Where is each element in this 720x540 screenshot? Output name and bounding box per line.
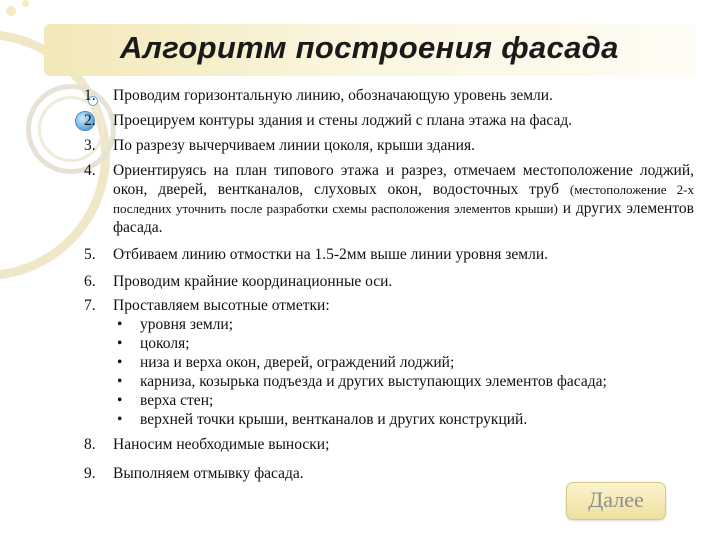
list-item (84, 464, 694, 483)
bullet-glyph: • (117, 335, 123, 352)
bullet-glyph: • (117, 316, 123, 333)
list-item (84, 111, 694, 130)
item-text: Проецируем контуры здания и стены лоджий с плана этажа на фасад. (113, 112, 573, 129)
next-button[interactable]: Далее (566, 482, 666, 520)
item-number: 2. (84, 112, 96, 129)
item-text: Отбиваем линию отмостки на 1.5-2мм выше линии уровня земли. (113, 246, 549, 263)
item-number: 6. (84, 273, 96, 290)
item-number: 4. (84, 162, 96, 179)
item-text: Проводим горизонтальную линию, обозначающую уровень земли. (113, 87, 553, 104)
list-item (84, 245, 694, 264)
item-text: Наносим необходимые выноски; (113, 436, 330, 453)
item-text: Проставляем высотные отметки: (113, 297, 330, 314)
item-text: Проводим крайние координационные оси. (113, 273, 393, 290)
bullet-text: уровня земли; (140, 316, 234, 333)
sub-bullet-item (113, 391, 694, 410)
bullet-text: верхней точки крыши, вентканалов и других конструкций. (140, 411, 528, 428)
decor-yellow-dot (22, 0, 29, 7)
sub-bullet-item (113, 315, 694, 334)
bullet-text: карниза, козырька подъезда и других выступающих элементов фасада; (140, 373, 607, 390)
item-text-tail: и других элементов фасада. (113, 200, 694, 236)
item-note: (местоположение 2-х последних уточнить после разработки схемы расположения элементов крыши) (113, 182, 695, 216)
item-number: 3. (84, 137, 96, 154)
list-item (84, 272, 694, 291)
page-title: Алгоритм построения фасада (120, 30, 619, 65)
item-number: 7. (84, 297, 96, 314)
bullet-text: низа и верха окон, дверей, ограждений лоджий; (140, 354, 455, 371)
item-number: 1. (84, 87, 96, 104)
item-number: 5. (84, 246, 96, 263)
sub-bullet-list (113, 315, 694, 429)
bullet-glyph: • (117, 373, 123, 390)
list-item (84, 435, 694, 454)
bullet-glyph: • (117, 354, 123, 371)
list-item (84, 136, 694, 155)
item-text: Ориентируясь на план типового этажа и разрез, отмечаем местоположение лоджий, окон, дверей, вентканалов, слуховых окон, водосточных труб (113, 162, 694, 198)
list-item (84, 296, 694, 429)
sub-bullet-item (113, 410, 694, 429)
decor-yellow-dot (6, 6, 16, 16)
sub-bullet-item (113, 372, 694, 391)
steps-list (84, 86, 694, 483)
list-item (84, 86, 694, 105)
bullet-text: цоколя; (140, 335, 190, 352)
item-text: По разрезу вычерчиваем линии цоколя, крыши здания. (113, 137, 475, 154)
sub-bullet-item (113, 334, 694, 353)
sub-bullet-item (113, 353, 694, 372)
item-text: Выполняем отмывку фасада. (113, 465, 304, 482)
item-number: 8. (84, 436, 96, 453)
bullet-glyph: • (117, 392, 123, 409)
bullet-glyph: • (117, 411, 123, 428)
item-number: 9. (84, 465, 96, 482)
bullet-text: верха стен; (140, 392, 214, 409)
list-item (84, 161, 694, 237)
